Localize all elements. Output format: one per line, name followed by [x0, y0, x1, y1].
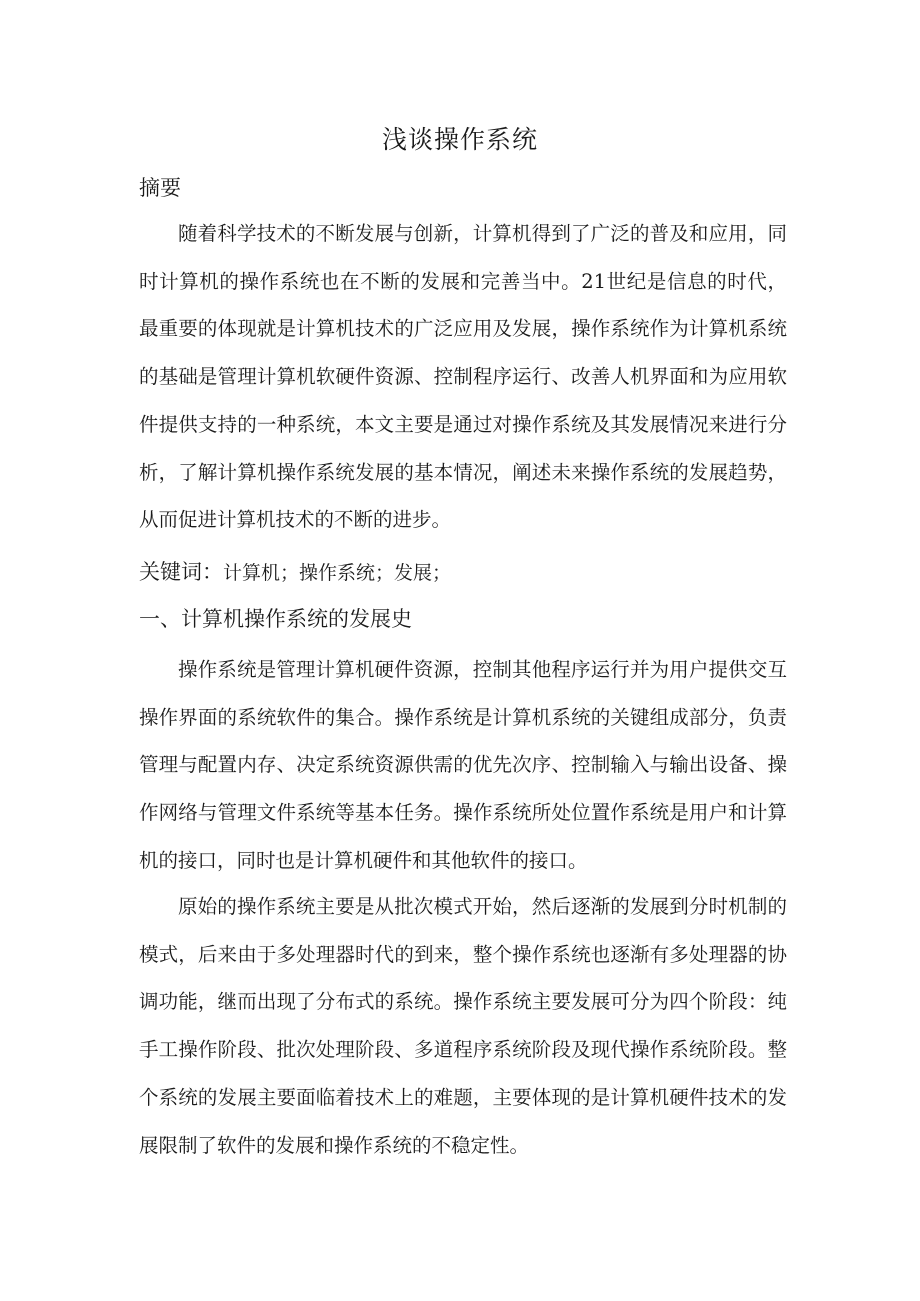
section-heading: 一、计算机操作系统的发展史: [139, 607, 412, 631]
document-title: 浅谈操作系统: [381, 125, 538, 154]
abstract-paragraph: 随着科学技术的不断发展与创新，计算机得到了广泛的普及和应用，同时计算机的操作系统也在不断的发展和完善当中。21世纪是信息的时代，最重要的体现就是计算机技术的广泛应用及发展，操作系统作为计算机系统的基础是管理计算机软硬件资源、控制程序运行、改善人机界面和为应用软件提供支持的一种系统，本文主要是通过对操作系统及其发展情况来进行分析，了解计算机操作系统发展的基本情况，阐述未来操作系统的发展趋势，从而促进计算机技术的不断的进步。: [139, 222, 787, 532]
abstract-heading: 摘要: [139, 176, 181, 200]
section-paragraph: 操作系统是管理计算机硬件资源，控制其他程序运行并为用户提供交互操作界面的系统软件的集合。操作系统是计算机系统的关键组成部分，负责管理与配置内存、决定系统资源供需的优先次序、控制输入与输出设备、操作网络与管理文件系统等基本任务。操作系统所处位置作系统是用户和计算机的接口，同时也是计算机硬件和其他软件的接口。: [139, 658, 787, 872]
keywords-label: 关键词：: [139, 560, 223, 584]
keywords-text: 计算机；操作系统；发展；: [223, 562, 452, 584]
keywords-line: [139, 556, 451, 589]
section-paragraph: 原始的操作系统主要是从批次模式开始，然后逐渐的发展到分时机制的模式，后来由于多处理器时代的到来，整个操作系统也逐渐有多处理器的协调功能，继而出现了分布式的系统。操作系统主要发展可分为四个阶段：纯手工操作阶段、批次处理阶段、多道程序系统阶段及现代操作系统阶段。整个系统的发展主要面临着技术上的难题，主要体现的是计算机硬件技术的发展限制了软件的发展和操作系统的不稳定性。: [139, 895, 787, 1157]
